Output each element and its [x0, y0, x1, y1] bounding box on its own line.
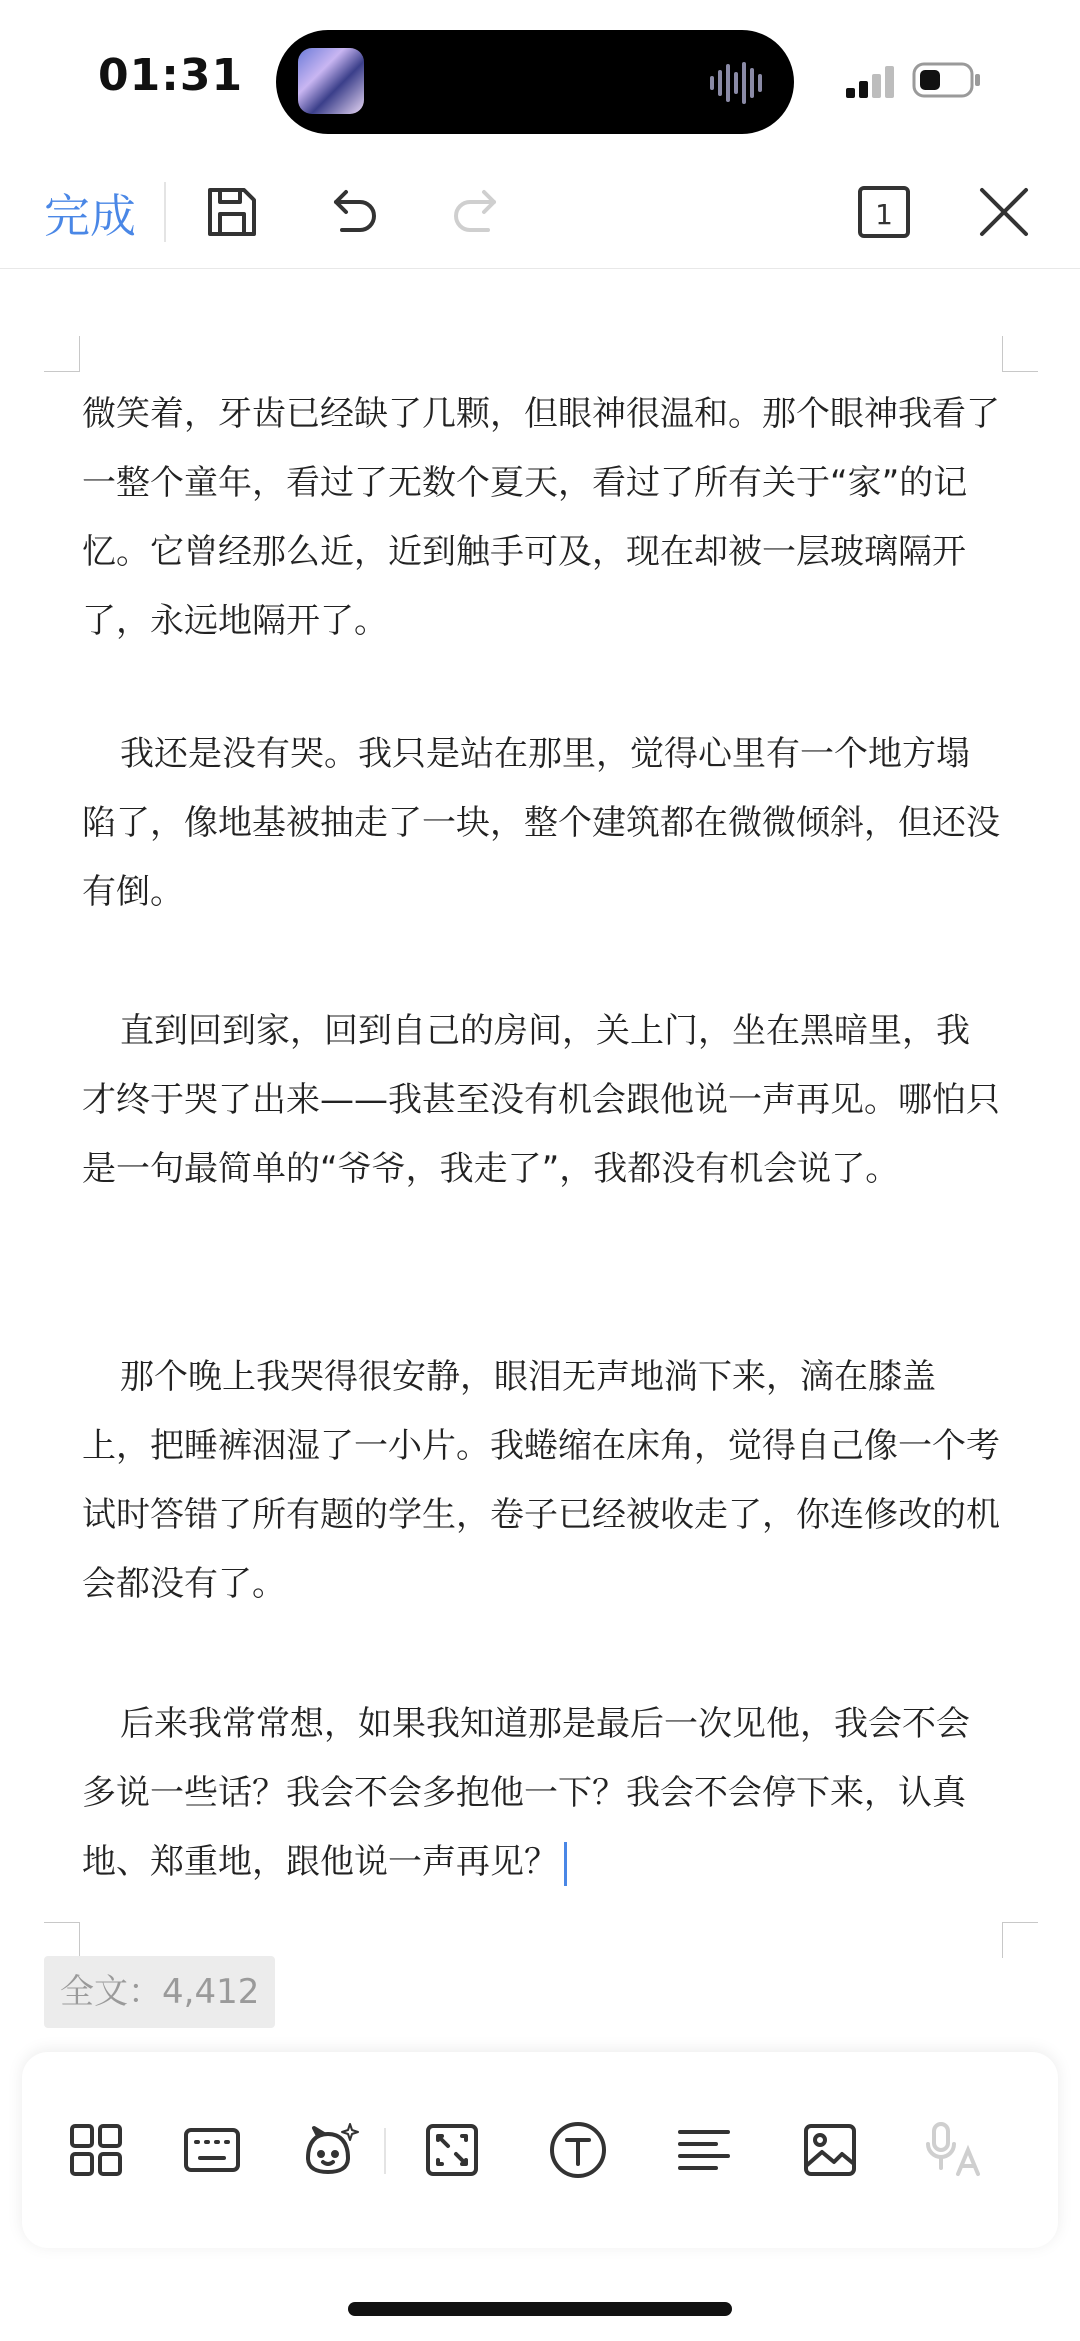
save-icon[interactable]	[200, 180, 264, 244]
margin-corner-bottom-right	[1002, 1922, 1038, 1958]
margin-corner-bottom-left	[44, 1922, 80, 1958]
fullscreen-icon[interactable]	[420, 2118, 484, 2182]
status-bar	[0, 0, 1080, 160]
paragraph-5-text: 后来我常常想，如果我知道那是最后一次见他，我会不会多说一些话？我会不会多抱他一下？我会不会停下来，认真地、郑重地，跟他说一声再见？	[82, 1704, 970, 1882]
paragraph-2[interactable]: 我还是没有哭。我只是站在那里，觉得心里有一个地方塌陷了，像地基被抽走了一块，整个建筑都在微微倾斜，但还没有倒。	[82, 734, 1000, 912]
document-page[interactable]	[0, 270, 1080, 2050]
close-icon[interactable]	[972, 180, 1036, 244]
margin-corner-top-right	[1002, 336, 1038, 372]
paragraph-align-icon[interactable]	[672, 2118, 736, 2182]
undo-icon[interactable]	[322, 180, 386, 244]
bottom-toolbar	[22, 2052, 1058, 2248]
audio-waveform-icon	[708, 60, 768, 106]
margin-corner-top-left	[44, 336, 80, 372]
redo-icon[interactable]	[444, 180, 508, 244]
page-count-text: 1	[875, 198, 893, 231]
editor-toolbar	[0, 160, 1080, 269]
voice-input-icon[interactable]	[922, 2118, 986, 2182]
home-indicator[interactable]	[348, 2302, 732, 2316]
text-cursor	[564, 1842, 567, 1886]
paragraph-5[interactable]	[82, 1690, 1002, 1897]
keyboard-icon[interactable]	[180, 2118, 244, 2182]
bottom-toolbar-divider	[384, 2128, 386, 2174]
now-playing-artwork	[298, 48, 364, 114]
status-time: 01:31	[98, 50, 244, 101]
done-button[interactable]: 完成	[44, 189, 136, 243]
battery-icon	[912, 62, 982, 98]
paragraph-3[interactable]: 直到回到家，回到自己的房间，关上门，坐在黑暗里，我才终于哭了出来——我甚至没有机会跟他说一声再见。哪怕只是一句最简单的“爷爷，我走了”，我都没有机会说了。	[82, 1011, 1000, 1189]
dynamic-island[interactable]	[276, 30, 794, 134]
paragraph-4[interactable]: 那个晚上我哭得很安静，眼泪无声地淌下来，滴在膝盖上，把睡裤洇湿了一小片。我蜷缩在床角，觉得自己像一个考试时答错了所有题的学生，卷子已经被收走了，你连修改的机会都没有了。	[82, 1357, 1000, 1604]
text-style-icon[interactable]	[546, 2118, 610, 2182]
insert-image-icon[interactable]	[798, 2118, 862, 2182]
toolbar-divider	[164, 182, 166, 242]
paragraph-1[interactable]: 微笑着，牙齿已经缺了几颗，但眼神很温和。那个眼神我看了一整个童年，看过了无数个夏天，看过了所有关于“家”的记忆。它曾经那么近，近到触手可及，现在却被一层玻璃隔开了，永远地隔开了。	[82, 394, 1000, 641]
word-count-badge: 全文：4,412	[44, 1956, 275, 2028]
cellular-signal-icon	[846, 66, 898, 98]
apps-grid-icon[interactable]	[64, 2118, 128, 2182]
page-count-icon[interactable]	[852, 180, 916, 244]
ai-assistant-icon[interactable]	[296, 2118, 360, 2182]
